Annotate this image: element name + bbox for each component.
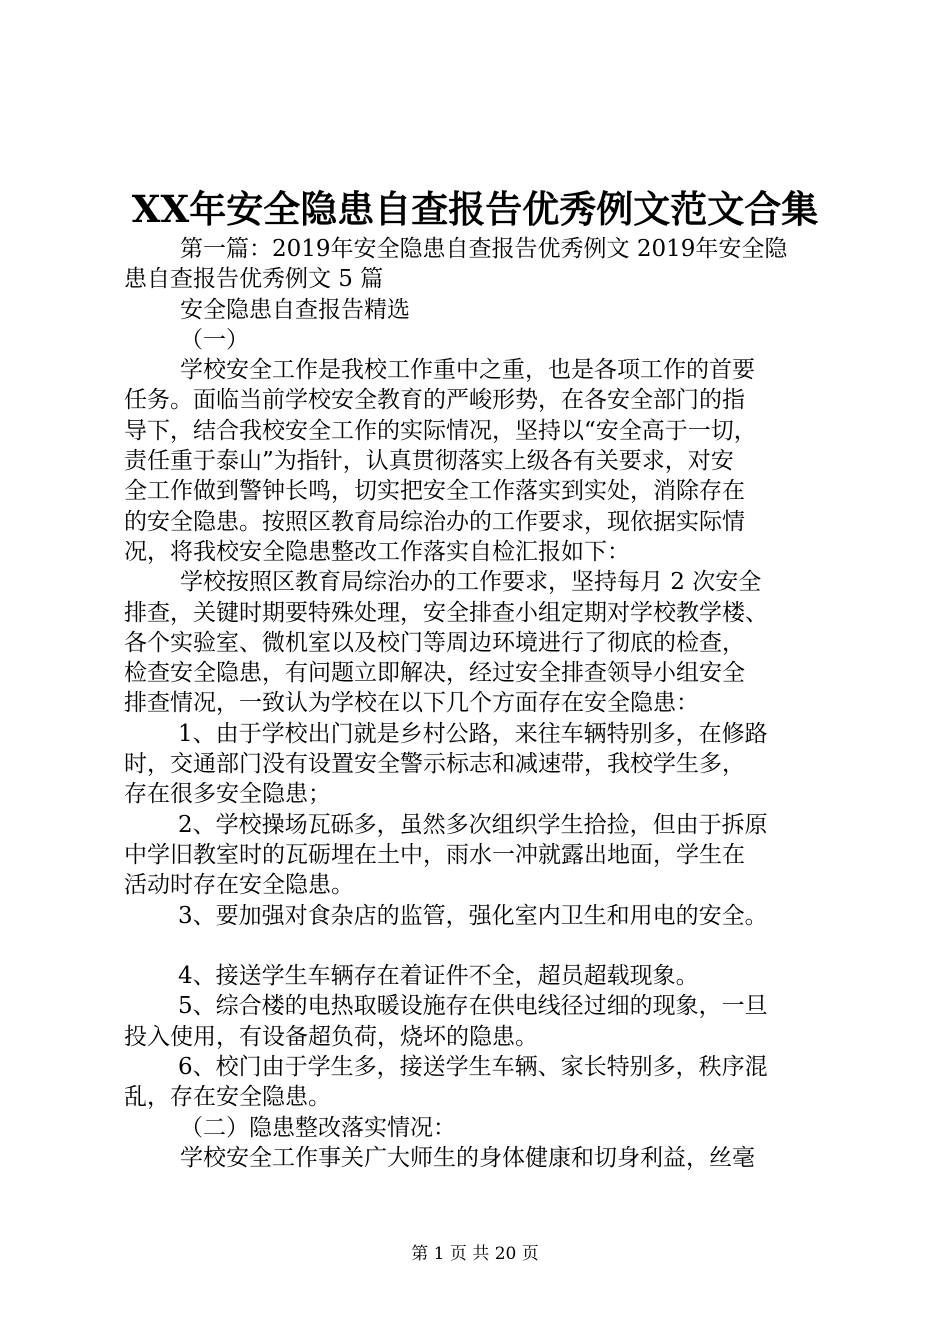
body-line: 安全隐患自查报告精选 xyxy=(180,296,410,323)
blank-line xyxy=(124,931,834,961)
body-line: （二）隐患整改落实情况： xyxy=(180,1114,456,1141)
body-line: 2、学校操场瓦砾多，虽然多次组织学生拾捡，但由于拆原 xyxy=(178,811,768,838)
body-line: 检查安全隐患，有问题立即解决，经过安全排查领导小组安全 xyxy=(124,660,745,687)
body-line: 乱，存在安全隐患。 xyxy=(124,1084,331,1111)
body-line: 第一篇：2019年安全隐患自查报告优秀例文 2019年安全隐 xyxy=(180,236,788,262)
body-line: 活动时存在安全隐患。 xyxy=(124,872,354,899)
body-line: 1、由于学校出门就是乡村公路，来往车辆特别多，在修路 xyxy=(178,720,768,747)
body-line: 投入使用，有设备超负荷，烧坏的隐患。 xyxy=(124,1023,538,1050)
body-line: 时，交通部门没有设置安全警示标志和减速带，我校学生多， xyxy=(124,751,745,778)
body-line: 3、要加强对食杂店的监管，强化室内卫生和用电的安全。 xyxy=(178,902,768,929)
body-line: 责任重于泰山”为指针，认真贯彻落实上级各有关要求，对安 xyxy=(124,448,734,475)
body-line: 况，将我校安全隐患整改工作落实自检汇报如下： xyxy=(124,538,630,565)
document-body xyxy=(124,234,834,1173)
body-line: 导下，结合我校安全工作的实际情况，坚持以“安全高于一切， xyxy=(124,417,757,444)
body-line: 的安全隐患。按照区教育局综治办的工作要求，现依据实际情 xyxy=(124,508,745,535)
body-line: 学校按照区教育局综治办的工作要求，坚持每月 2 次安全 xyxy=(180,569,762,596)
body-line: 中学旧教室时的瓦砺埋在土中，雨水一冲就露出地面，学生在 xyxy=(124,841,745,868)
body-line: 任务。面临当前学校安全教育的严峻形势，在各安全部门的指 xyxy=(124,387,745,414)
body-line: 存在很多安全隐患； xyxy=(124,781,331,808)
body-line: 全工作做到警钟长鸣，切实把安全工作落实到实处，消除存在 xyxy=(124,478,745,505)
page-footer: 第 1 页 共 20 页 xyxy=(411,1244,539,1264)
body-line: 患自查报告优秀例文 5 篇 xyxy=(124,266,384,293)
body-line: 5、综合楼的电热取暖设施存在供电线径过细的现象，一旦 xyxy=(178,993,768,1020)
body-line: （一） xyxy=(180,326,249,353)
body-line: 学校安全工作事关广大师生的身体健康和切身利益，丝毫 xyxy=(180,1144,755,1171)
body-line: 学校安全工作是我校工作重中之重，也是各项工作的首要 xyxy=(180,357,755,384)
body-line: 排查，关键时期要特殊处理，安全排查小组定期对学校教学楼、 xyxy=(124,599,768,626)
body-line: 各个实验室、微机室以及校门等周边环境进行了彻底的检查， xyxy=(124,629,745,656)
body-line: 6、校门由于学生多，接送学生车辆、家长特别多，秩序混 xyxy=(178,1054,768,1081)
body-line: 4、接送学生车辆存在着证件不全，超员超载现象。 xyxy=(178,963,699,990)
body-line: 排查情况，一致认为学校在以下几个方面存在安全隐患： xyxy=(124,690,699,717)
document-title: XX年安全隐患自查报告优秀例文范文合集 xyxy=(131,187,819,231)
